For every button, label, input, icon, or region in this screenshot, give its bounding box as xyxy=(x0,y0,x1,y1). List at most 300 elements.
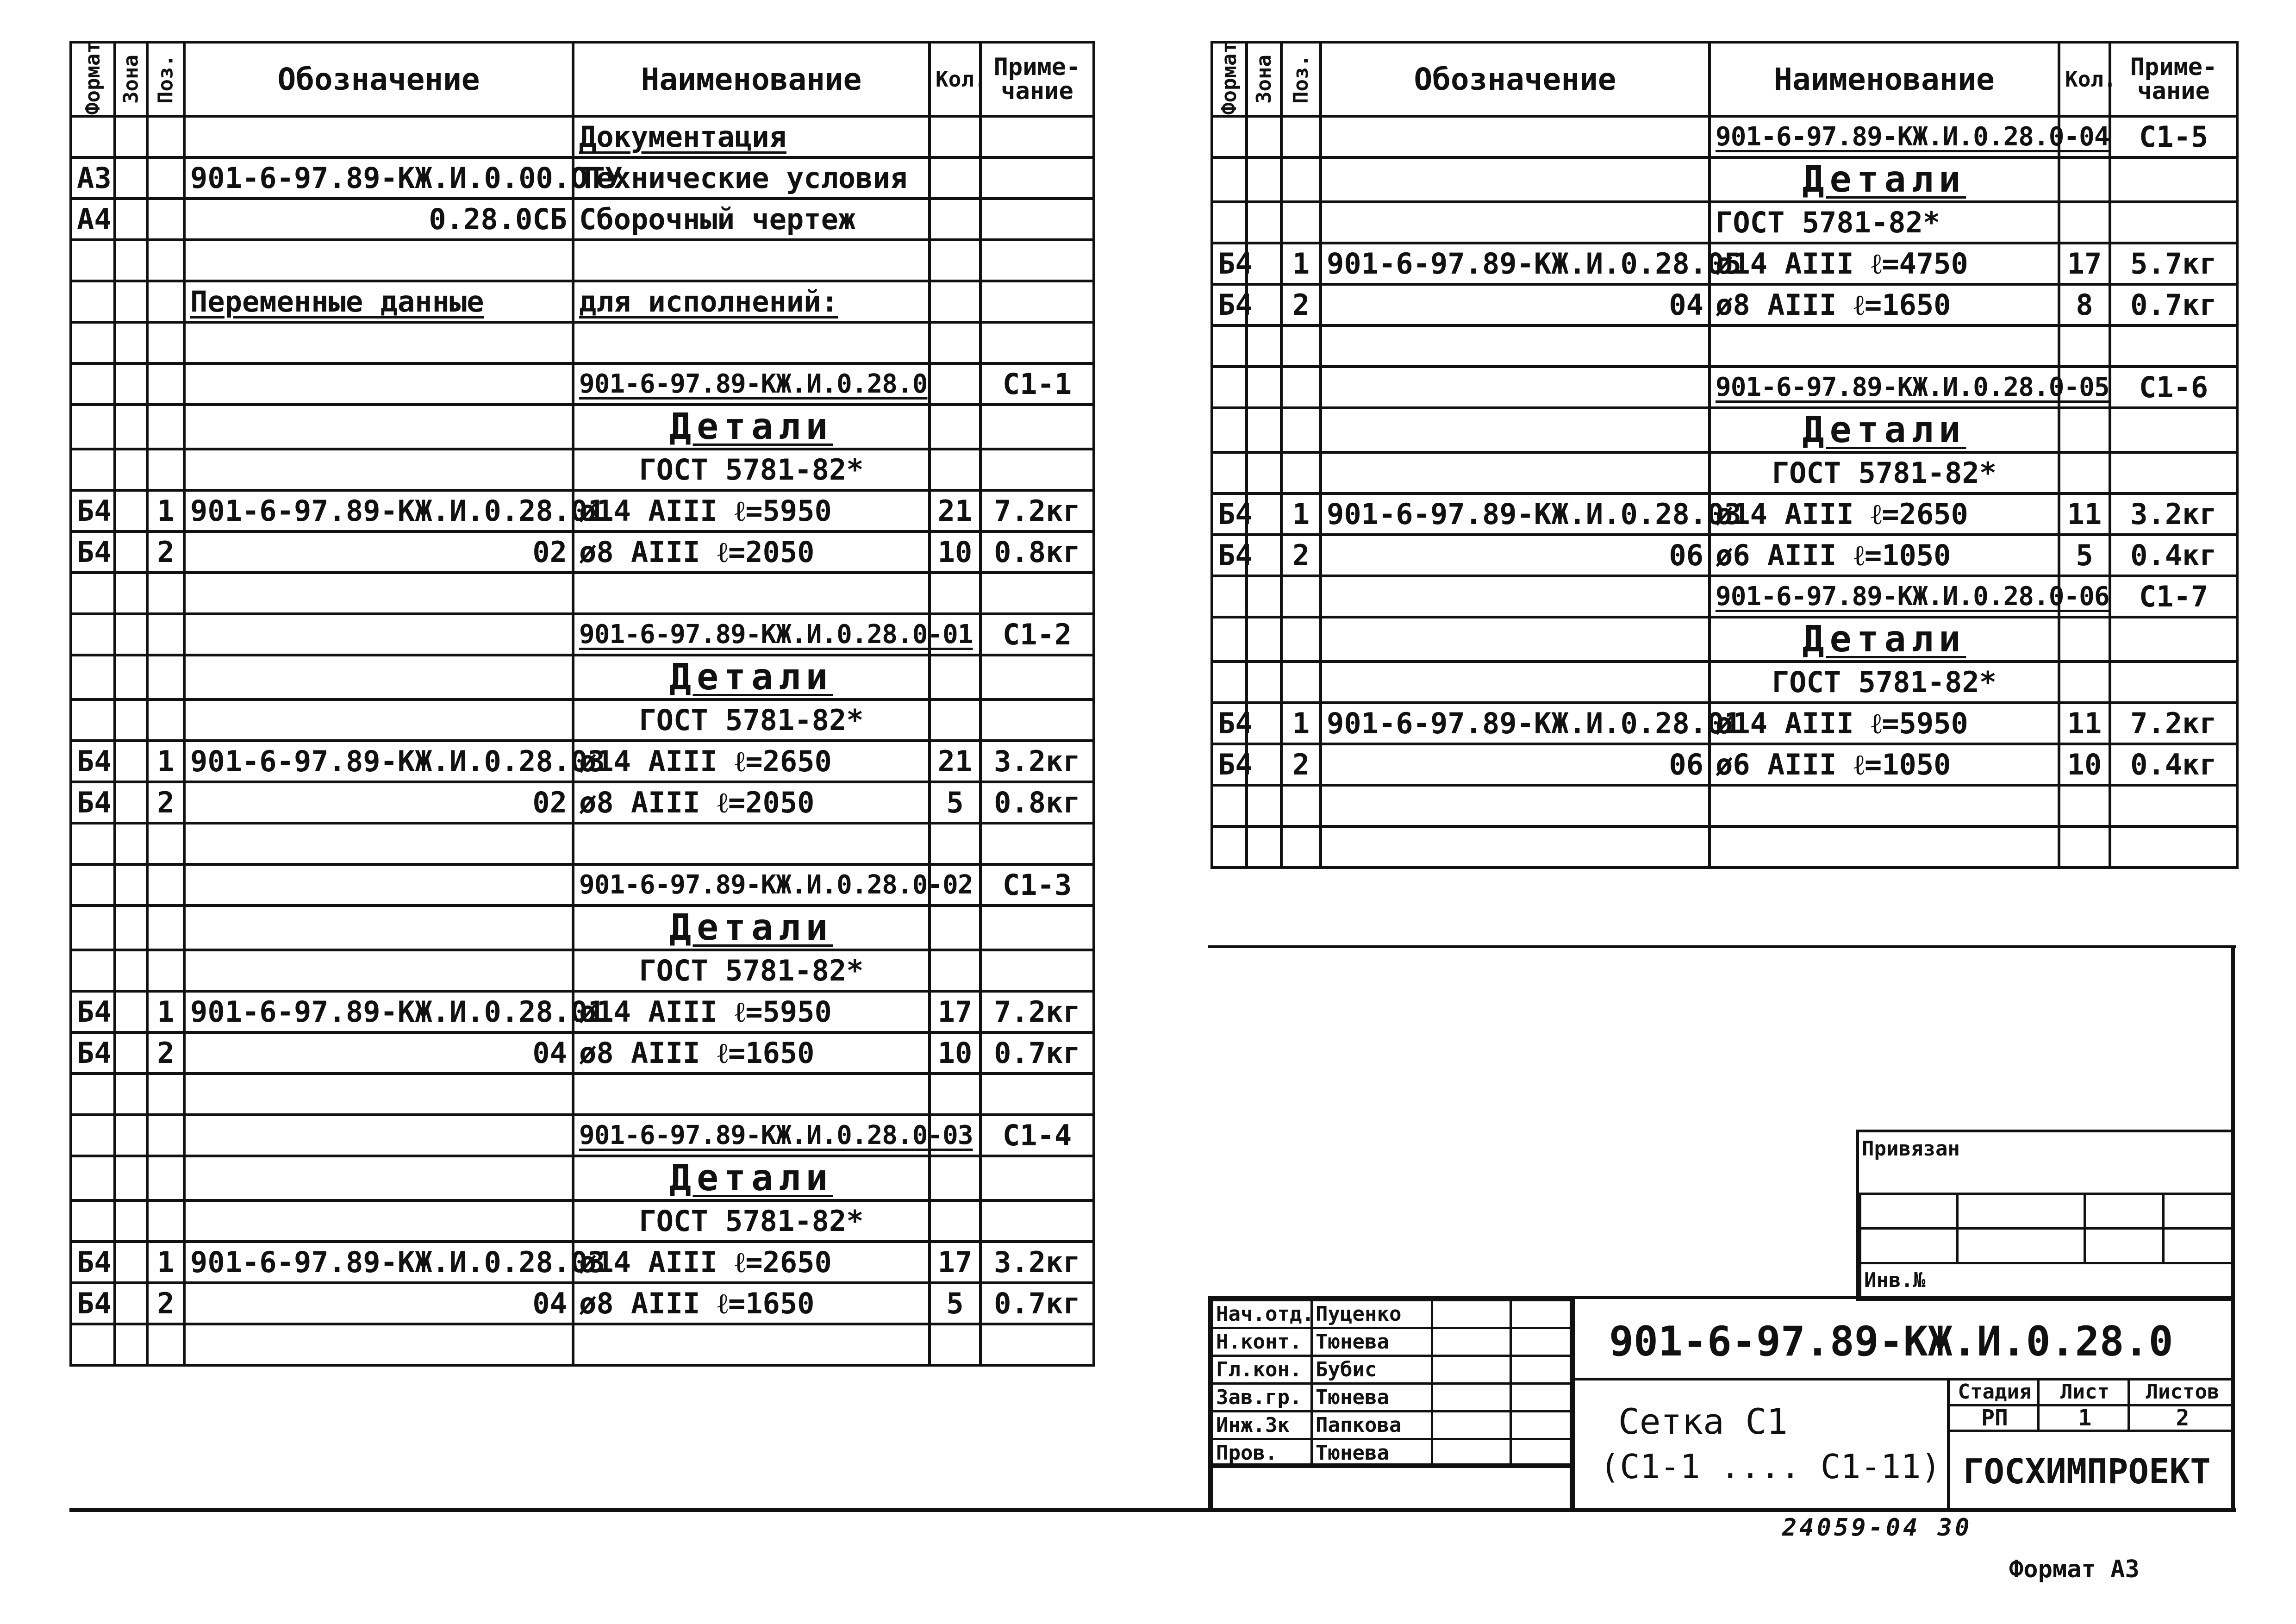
cell-zone xyxy=(115,449,147,490)
cell-pos: 1 xyxy=(147,991,184,1032)
cell-note xyxy=(980,950,1094,991)
cell-note: 0.7кг xyxy=(980,1032,1094,1074)
cell-designation xyxy=(1321,325,1710,367)
cell-designation: 901-6-97.89-КЖ.И.0.00.ОТУ xyxy=(184,157,573,199)
spec-header-row xyxy=(71,42,1094,116)
spec-row xyxy=(71,1156,1094,1200)
cell-designation: 901-6-97.89-КЖ.И.0.28.03 xyxy=(184,741,573,782)
cell-qty xyxy=(930,1074,980,1115)
name-text: 901-6-97.89-КЖ.И.0.28.0-02 xyxy=(579,870,973,900)
cell-note xyxy=(980,573,1094,614)
cell-pos: 1 xyxy=(147,490,184,531)
cell-pos xyxy=(147,655,184,700)
cell-name: ø14 АIII ℓ=5950 xyxy=(573,490,930,531)
cell-format xyxy=(1212,116,1247,157)
spec-row xyxy=(1212,157,2237,202)
cell-designation xyxy=(1321,617,1710,662)
signature-name: Тюнева xyxy=(1310,1327,1433,1357)
cell-format: Б4 xyxy=(71,782,115,823)
spec-row xyxy=(71,1324,1094,1365)
cell-zone xyxy=(115,281,147,322)
cell-pos xyxy=(147,864,184,906)
cell-zone xyxy=(115,157,147,199)
cell-zone xyxy=(115,1200,147,1242)
cell-pos xyxy=(147,240,184,281)
spec-row xyxy=(1212,284,2237,325)
cell-zone xyxy=(1247,367,1281,408)
spec-row xyxy=(71,614,1094,655)
cell-zone xyxy=(115,700,147,741)
cell-zone xyxy=(115,240,147,281)
name-text: ГОСТ 5781-82* xyxy=(639,954,864,987)
cell-name: ø14 АIII ℓ=4750 xyxy=(1710,243,2059,284)
cell-note: С1-1 xyxy=(980,363,1094,405)
spec-row xyxy=(71,449,1094,490)
signature-name: Тюнева xyxy=(1310,1438,1433,1468)
name-text: ГОСТ 5781-82* xyxy=(1772,456,1997,490)
signature-mark xyxy=(1431,1410,1512,1440)
cell-note: 0.7кг xyxy=(980,1283,1094,1324)
cell-note: 3.2кг xyxy=(2110,493,2237,535)
cell-note: 0.8кг xyxy=(980,782,1094,823)
cell-format xyxy=(71,116,115,157)
cell-note: 3.2кг xyxy=(980,741,1094,782)
cell-qty xyxy=(930,823,980,864)
cell-format xyxy=(1212,157,1247,202)
attached-cell xyxy=(1956,1227,2086,1264)
cell-note: С1-5 xyxy=(2110,116,2237,157)
cell-pos: 2 xyxy=(1281,284,1321,325)
cell-zone xyxy=(115,363,147,405)
cell-format xyxy=(71,614,115,655)
cell-designation xyxy=(1321,367,1710,408)
cell-name: ø8 АIII ℓ=2050 xyxy=(573,782,930,823)
attached-cell xyxy=(2084,1193,2165,1230)
signature-name: Тюнева xyxy=(1310,1382,1433,1412)
cell-pos: 2 xyxy=(147,531,184,573)
cell-designation xyxy=(184,864,573,906)
attached-cell xyxy=(2162,1193,2233,1230)
cell-zone xyxy=(115,1156,147,1200)
spec-row xyxy=(1212,452,2237,493)
cell-note: 7.2кг xyxy=(2110,703,2237,744)
cell-format xyxy=(1212,785,1247,826)
cell-qty xyxy=(930,281,980,322)
cell-format xyxy=(71,1200,115,1242)
cell-format xyxy=(71,823,115,864)
cell-name xyxy=(573,1156,930,1200)
cell-format xyxy=(71,1115,115,1156)
cell-format xyxy=(1212,408,1247,452)
cell-designation xyxy=(184,906,573,950)
cell-designation xyxy=(184,1200,573,1242)
cell-qty: 10 xyxy=(2059,744,2110,785)
cell-format: Б4 xyxy=(71,741,115,782)
cell-note: 3.2кг xyxy=(980,1242,1094,1283)
cell-name xyxy=(573,906,930,950)
cell-name xyxy=(573,116,930,157)
cell-pos xyxy=(1281,116,1321,157)
cell-name xyxy=(573,950,930,991)
cell-qty xyxy=(930,199,980,240)
cell-designation xyxy=(184,405,573,449)
cell-zone xyxy=(115,991,147,1032)
cell-designation xyxy=(184,281,573,322)
header-note: Приме-чание xyxy=(980,42,1094,116)
cell-pos xyxy=(147,281,184,322)
cell-note: 0.7кг xyxy=(2110,284,2237,325)
cell-format: Б4 xyxy=(71,531,115,573)
title-block xyxy=(1208,1296,2235,1511)
attached-cell xyxy=(1956,1193,2086,1230)
inv-no-label: Инв.№ xyxy=(1859,1262,2233,1299)
cell-format xyxy=(71,573,115,614)
cell-zone xyxy=(1247,576,1281,617)
cell-designation xyxy=(1321,576,1710,617)
signature-role: Гл.кон. xyxy=(1211,1355,1313,1385)
cell-designation xyxy=(1321,785,1710,826)
cell-format xyxy=(1212,452,1247,493)
cell-name: ø6 АIII ℓ=1050 xyxy=(1710,744,2059,785)
cell-qty xyxy=(930,1156,980,1200)
cell-format: Б4 xyxy=(71,490,115,531)
cell-name xyxy=(573,614,973,655)
cell-name: ø8 АIII ℓ=2050 xyxy=(573,531,930,573)
cell-designation: 02 xyxy=(184,531,573,573)
cell-designation xyxy=(184,1115,573,1156)
cell-designation: 901-6-97.89-КЖ.И.0.28.01 xyxy=(184,490,573,531)
cell-zone xyxy=(1247,116,1281,157)
cell-qty xyxy=(2059,157,2110,202)
spec-row xyxy=(1212,408,2237,452)
frame-mid-line xyxy=(1208,945,2236,948)
cell-pos: 2 xyxy=(147,782,184,823)
cell-format xyxy=(1212,662,1247,703)
header-designation: Обозначение xyxy=(1321,42,1710,116)
cell-zone xyxy=(115,1032,147,1074)
cell-format: А3 xyxy=(71,157,115,199)
cell-pos xyxy=(147,1324,184,1365)
cell-name xyxy=(1710,617,2059,662)
spec-row xyxy=(1212,744,2237,785)
cell-zone xyxy=(115,199,147,240)
cell-designation: 04 xyxy=(184,1032,573,1074)
cell-pos xyxy=(147,906,184,950)
attached-block xyxy=(1856,1130,2235,1301)
cell-zone xyxy=(1247,325,1281,367)
cell-pos xyxy=(1281,576,1321,617)
cell-designation: 901-6-97.89-КЖ.И.0.28.05 xyxy=(1321,243,1710,284)
spec-row xyxy=(71,991,1094,1032)
cell-name xyxy=(573,1115,973,1156)
cell-pos xyxy=(147,1074,184,1115)
cell-note: 5.7кг xyxy=(2110,243,2237,284)
cell-qty: 17 xyxy=(930,1242,980,1283)
archive-number: 24059-04 30 xyxy=(1782,1514,1972,1542)
cell-name xyxy=(573,1324,930,1365)
cell-designation xyxy=(184,1074,573,1115)
name-text: 901-6-97.89-КЖ.И.0.28.0-06 xyxy=(1716,581,2109,612)
attached-cell xyxy=(1859,1227,1959,1264)
spec-row xyxy=(1212,617,2237,662)
cell-name xyxy=(573,700,930,741)
spec-row xyxy=(71,823,1094,864)
cell-qty xyxy=(2059,452,2110,493)
name-text: ГОСТ 5781-82* xyxy=(1772,665,1997,699)
cell-zone xyxy=(115,405,147,449)
cell-zone xyxy=(115,823,147,864)
spec-row xyxy=(1212,826,2237,868)
cell-pos: 2 xyxy=(147,1032,184,1074)
cell-qty xyxy=(930,1200,980,1242)
cell-pos: 1 xyxy=(1281,243,1321,284)
title-line-1: Сетка С1 xyxy=(1618,1401,1788,1442)
cell-designation xyxy=(184,950,573,991)
cell-pos xyxy=(147,700,184,741)
cell-format xyxy=(1212,617,1247,662)
cell-name xyxy=(1710,116,2109,157)
cell-pos: 1 xyxy=(147,1242,184,1283)
cell-name xyxy=(1710,576,2109,617)
cell-format xyxy=(71,449,115,490)
cell-pos xyxy=(147,614,184,655)
header-pos: Поз. xyxy=(1281,42,1321,116)
cell-pos xyxy=(147,950,184,991)
cell-name: ø14 АIII ℓ=2650 xyxy=(573,1242,930,1283)
spec-row xyxy=(1212,493,2237,535)
cell-note xyxy=(2110,617,2237,662)
cell-zone xyxy=(1247,785,1281,826)
cell-zone xyxy=(115,741,147,782)
cell-qty xyxy=(930,950,980,991)
cell-pos: 1 xyxy=(147,741,184,782)
signature-mark xyxy=(1431,1355,1512,1385)
spec-row xyxy=(1212,535,2237,576)
cell-name xyxy=(573,449,930,490)
signature-date xyxy=(1510,1327,1572,1357)
cell-name: ø8 АIII ℓ=1650 xyxy=(1710,284,2059,325)
cell-pos xyxy=(147,322,184,363)
cell-designation xyxy=(184,573,573,614)
spec-row xyxy=(1212,325,2237,367)
cell-note xyxy=(980,700,1094,741)
cell-qty: 8 xyxy=(2059,284,2110,325)
name-text: Детали xyxy=(1802,618,1966,660)
cell-name xyxy=(573,864,973,906)
cell-format xyxy=(1212,576,1247,617)
cell-zone xyxy=(1247,202,1281,243)
cell-designation xyxy=(1321,452,1710,493)
signature-mark xyxy=(1431,1299,1512,1329)
spec-row xyxy=(71,116,1094,157)
cell-name xyxy=(1710,785,2059,826)
cell-qty: 21 xyxy=(930,490,980,531)
cell-note xyxy=(980,157,1094,199)
spec-row xyxy=(71,782,1094,823)
name-text: ГОСТ 5781-82* xyxy=(639,703,864,737)
cell-qty xyxy=(2059,662,2110,703)
name-text: ГОСТ 5781-82* xyxy=(639,453,864,487)
cell-pos xyxy=(147,1115,184,1156)
cell-note xyxy=(980,281,1094,322)
cell-note xyxy=(980,449,1094,490)
title-line-2: (С1-1 .... С1-11) xyxy=(1600,1447,1941,1486)
sheets-value: 2 xyxy=(2128,1404,2235,1432)
cell-zone xyxy=(1247,408,1281,452)
cell-format: Б4 xyxy=(1212,243,1247,284)
cell-note xyxy=(2110,202,2237,243)
cell-qty xyxy=(2059,826,2110,868)
cell-format xyxy=(71,906,115,950)
cell-qty: 10 xyxy=(930,1032,980,1074)
cell-format xyxy=(71,1156,115,1200)
cell-note xyxy=(980,1200,1094,1242)
cell-note xyxy=(980,116,1094,157)
attached-cell xyxy=(1859,1193,1959,1230)
cell-note xyxy=(980,906,1094,950)
cell-name xyxy=(573,823,930,864)
signature-name: Бубис xyxy=(1310,1355,1433,1385)
cell-qty: 5 xyxy=(2059,535,2110,576)
signature-role: Пров. xyxy=(1211,1438,1313,1468)
cell-format: Б4 xyxy=(71,1032,115,1074)
cell-zone xyxy=(115,864,147,906)
cell-designation: 06 xyxy=(1321,535,1710,576)
spec-row xyxy=(1212,703,2237,744)
spec-row xyxy=(71,1032,1094,1074)
spec-row xyxy=(71,864,1094,906)
cell-format: Б4 xyxy=(71,1242,115,1283)
signature-role: Нач.отд. xyxy=(1211,1299,1313,1329)
cell-zone xyxy=(1247,617,1281,662)
name-text: 901-6-97.89-КЖ.И.0.28.0-05 xyxy=(1716,372,2109,402)
cell-pos xyxy=(1281,785,1321,826)
cell-name xyxy=(573,281,930,322)
organization: ГОСХИМПРОЕКТ xyxy=(1963,1452,2211,1492)
spec-table-left xyxy=(69,41,1095,1367)
cell-note xyxy=(2110,826,2237,868)
header-pos: Поз. xyxy=(147,42,184,116)
header-zone: Зона xyxy=(115,42,147,116)
spec-row xyxy=(71,741,1094,782)
cell-format xyxy=(71,1324,115,1365)
cell-qty xyxy=(2059,325,2110,367)
cell-note xyxy=(980,240,1094,281)
cell-designation xyxy=(184,363,573,405)
cell-zone xyxy=(115,906,147,950)
cell-format: Б4 xyxy=(1212,744,1247,785)
cell-zone xyxy=(115,116,147,157)
spec-row xyxy=(71,1242,1094,1283)
cell-pos xyxy=(147,1156,184,1200)
cell-qty: 17 xyxy=(930,991,980,1032)
cell-zone xyxy=(115,1115,147,1156)
spec-row xyxy=(71,1074,1094,1115)
cell-format: Б4 xyxy=(1212,493,1247,535)
cell-qty: 17 xyxy=(2059,243,2110,284)
spec-row xyxy=(71,1115,1094,1156)
header-qty: Кол. xyxy=(930,42,980,116)
cell-qty xyxy=(930,157,980,199)
cell-designation xyxy=(184,449,573,490)
signature-role: Инж.3к xyxy=(1211,1410,1313,1440)
header-format: Формат xyxy=(1212,42,1247,116)
header-name: Наименование xyxy=(1710,42,2059,116)
cell-zone xyxy=(115,1283,147,1324)
header-qty: Кол. xyxy=(2059,42,2110,116)
cell-name: ø14 АIII ℓ=5950 xyxy=(573,991,930,1032)
cell-designation: 901-6-97.89-КЖ.И.0.28.01 xyxy=(184,991,573,1032)
cell-format xyxy=(1212,826,1247,868)
cell-pos xyxy=(147,199,184,240)
name-text: 901-6-97.89-КЖ.И.0.28.0 xyxy=(579,369,928,399)
attached-cell xyxy=(2162,1227,2233,1264)
name-text: Детали xyxy=(669,907,833,949)
name-text: 901-6-97.89-КЖ.И.0.28.0-01 xyxy=(579,619,973,650)
cell-qty: 5 xyxy=(930,1283,980,1324)
cell-pos xyxy=(147,823,184,864)
cell-name xyxy=(1710,452,2059,493)
cell-zone xyxy=(115,1074,147,1115)
cell-pos xyxy=(147,157,184,199)
cell-zone xyxy=(115,614,147,655)
cell-note: С1-4 xyxy=(980,1115,1094,1156)
name-text: Детали xyxy=(669,1157,833,1199)
spec-row xyxy=(71,1200,1094,1242)
spec-row xyxy=(1212,576,2237,617)
cell-name: ø6 АIII ℓ=1050 xyxy=(1710,535,2059,576)
cell-note: 0.4кг xyxy=(2110,535,2237,576)
cell-format xyxy=(1212,202,1247,243)
cell-name: ø14 АIII ℓ=2650 xyxy=(573,741,930,782)
cell-note: 0.4кг xyxy=(2110,744,2237,785)
cell-zone xyxy=(115,655,147,700)
spec-row xyxy=(1212,785,2237,826)
cell-name xyxy=(1710,408,2059,452)
signature-role: Зав.гр. xyxy=(1211,1382,1313,1412)
cell-qty xyxy=(930,1324,980,1365)
cell-pos xyxy=(147,116,184,157)
name-text: Детали xyxy=(669,406,833,448)
cell-designation: 901-6-97.89-КЖ.И.0.28.01 xyxy=(1321,703,1710,744)
cell-qty xyxy=(930,322,980,363)
spec-table-right xyxy=(1210,41,2239,869)
cell-format: Б4 xyxy=(71,991,115,1032)
cell-pos xyxy=(1281,367,1321,408)
cell-designation xyxy=(1321,826,1710,868)
cell-designation xyxy=(1321,157,1710,202)
cell-qty xyxy=(930,405,980,449)
cell-note xyxy=(2110,662,2237,703)
spec-row xyxy=(71,281,1094,322)
signature-date xyxy=(1510,1382,1572,1412)
cell-qty xyxy=(930,116,980,157)
spec-row xyxy=(71,405,1094,449)
cell-format xyxy=(1212,325,1247,367)
signature-grid xyxy=(1211,1299,1572,1466)
cell-name xyxy=(1710,325,2059,367)
cell-name xyxy=(1710,662,2059,703)
cell-note: С1-3 xyxy=(980,864,1094,906)
cell-format xyxy=(71,864,115,906)
signature-mark xyxy=(1431,1327,1512,1357)
cell-zone xyxy=(115,490,147,531)
spec-row xyxy=(1212,662,2237,703)
title-divider xyxy=(1572,1299,1575,1511)
cell-zone xyxy=(115,1242,147,1283)
cell-note xyxy=(2110,785,2237,826)
cell-note: С1-2 xyxy=(980,614,1094,655)
